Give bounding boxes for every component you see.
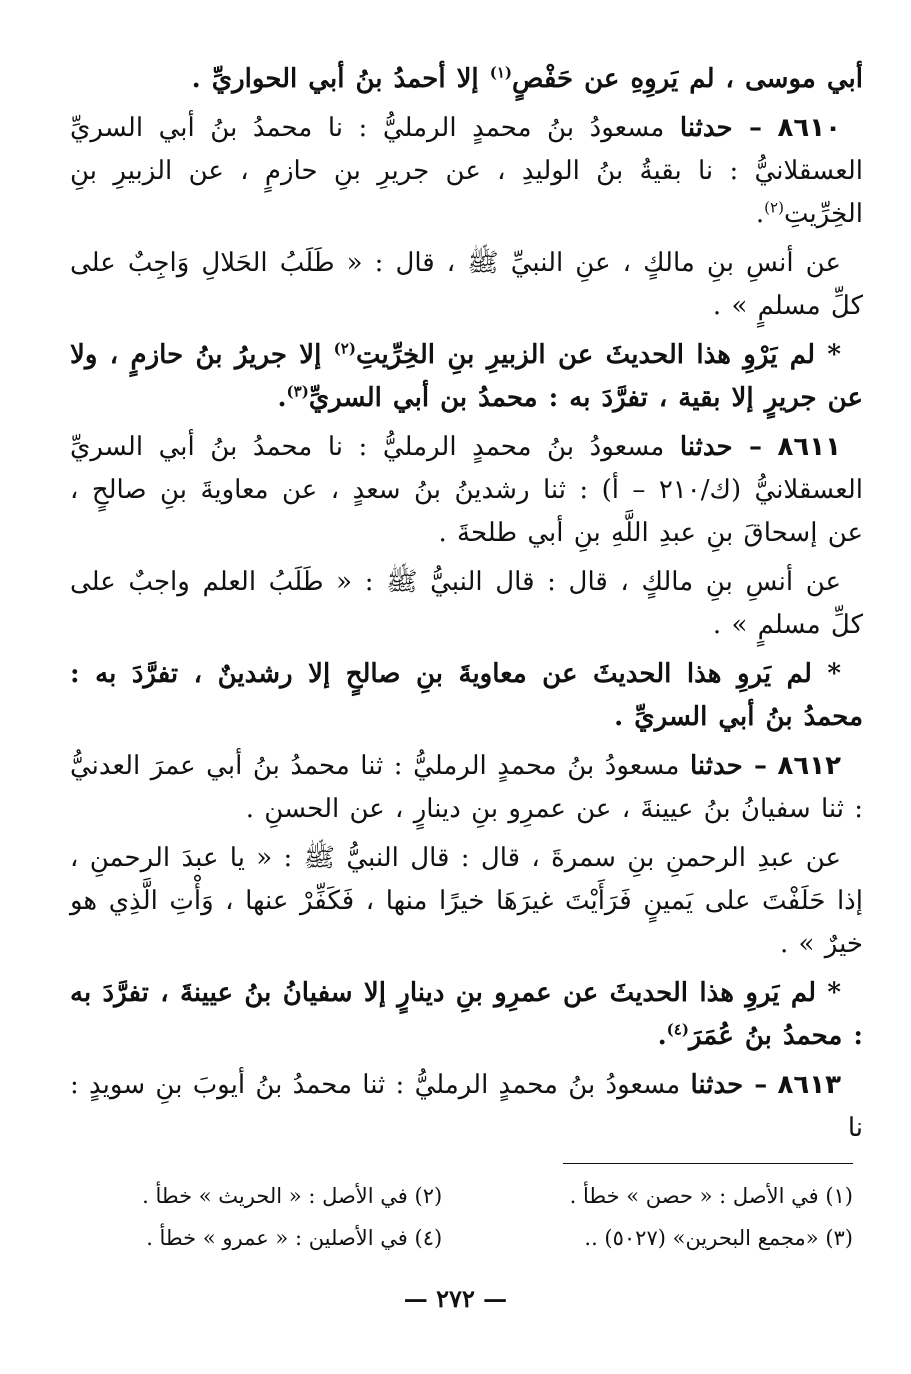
footnote-ref: (٢): [333, 339, 356, 358]
hadith-8612-matn: عن عبدِ الرحمنِ بنِ سمرةَ ، قال : قال النبيُّ ﷺ : « يا عبدَ الرحمنِ ، إذا حَلَفْتَ على يَمينٍ فَرَأَيْتَ غيرَهَا خيرًا منها ، فَكَفِّرْ عنها ، وَأْتِ الَّذِي هو خيرٌ » .: [70, 843, 863, 959]
hadith-8610-isnad: ٨٦١٠ – حدثنا مسعودُ بنُ محمدٍ الرمليُّ : نا محمدُ بنُ أبي السريِّ العسقلانيُّ : نا بقيةُ بنُ الوليدِ ، عن جريرِ بنِ حازمٍ ، عن الزبيرِ بنِ الخِرِّيتِ$^{(٢)}$.: [70, 113, 863, 229]
footnotes: [63, 1175, 853, 1259]
footnote-row: [63, 1217, 853, 1259]
continuation-line: أبي موسى ، لم يَروِهِ عن حَفْصٍ$^{(١)}$ إلا أحمدُ بنُ أبي الحواريِّ .: [191, 63, 863, 94]
hadith-8613-isnad: ٨٦١٣ – حدثنا مسعودُ بنُ محمدٍ الرمليُّ : ثنا محمدُ بنُ أيوبَ بنِ سويدٍ : نا: [70, 1070, 863, 1143]
footnote-4: (٤) في الأصلين : « عمرو » خطأ .: [146, 1226, 443, 1250]
footnote-ref: (١): [489, 63, 512, 82]
hadith-number: ٨٦١٣: [777, 1070, 842, 1100]
hadith-number: ٨٦١٢: [777, 751, 841, 781]
hadith-8611-matn: عن أنسِ بنِ مالكٍ ، قال : قال النبيُّ ﷺ : « طَلَبُ العلم واجبٌ على كلِّ مسلمٍ » .: [70, 567, 863, 640]
hadith-8612-note: * لم يَروِ هذا الحديثَ عن عمرِو بنِ دينارٍ إلا سفيانُ بنُ عيينةَ ، تفرَّدَ به : محمدُ بنُ عُمَرَ$^{(٤)}$.: [70, 978, 863, 1051]
page-number: — ٢٧٢ —: [403, 1284, 508, 1313]
footnote-2: (٢) في الأصل : « الحريث » خطأ .: [142, 1184, 443, 1208]
footnote-ref: (٢): [764, 198, 784, 217]
hadith-8612-isnad: ٨٦١٢ – حدثنا مسعودُ بنُ محمدٍ الرمليُّ : ثنا محمدُ بنُ أبي عمرَ العدنيُّ : ثنا سفيانُ بنُ عيينةَ ، عن عمرِو بنِ دينارٍ ، عن الحسنِ .: [70, 751, 863, 824]
hadith-number: ٨٦١١: [777, 432, 842, 462]
footnote-ref: (٣): [286, 382, 309, 401]
hadith-8610-note: * لم يَرْوِ هذا الحديثَ عن الزبيرِ بنِ الخِرِّيتِ$^{(٢)}$ إلا جريرُ بنُ حازمٍ ، ولا عن جريرٍ إلا بقية ، تفرَّدَ به : محمدُ بن أبي السريِّ$^{(٣)}$.: [70, 339, 863, 413]
hadith-8610-matn: عن أنسِ بنِ مالكٍ ، عنِ النبيِّ ﷺ ، قال : « طَلَبُ الحَلالِ وَاجِبٌ على كلِّ مسلمٍ » .: [70, 248, 863, 321]
hadith-8611-note: * لم يَروِ هذا الحديثَ عن معاويةَ بنِ صالحٍ إلا رشدينٌ ، تفرَّدَ به : محمدُ بنُ أبي السريِّ .: [70, 659, 863, 732]
hadith-number: ٨٦١٠: [777, 113, 842, 143]
footnote-1: (١) في الأصل : « حصن » خطأ .: [569, 1184, 853, 1208]
footnote-ref: (٤): [666, 1020, 689, 1039]
footnote-divider: [563, 1163, 853, 1164]
hadith-8611-isnad: ٨٦١١ – حدثنا مسعودُ بنُ محمدٍ الرمليُّ : نا محمدُ بنُ أبي السريِّ العسقلانيُّ (ك/٢١٠ – أ) : ثنا رشدينُ بنُ سعدٍ ، عن معاويةَ بنِ صالحٍ ، عن إسحاقَ بنِ عبدِ اللَّهِ بنِ أبي طلحةَ .: [70, 432, 863, 548]
footnote-row: [63, 1175, 853, 1217]
footnote-3: (٣) «مجمع البحرين» (٥٠٢٧) ..: [584, 1226, 853, 1250]
